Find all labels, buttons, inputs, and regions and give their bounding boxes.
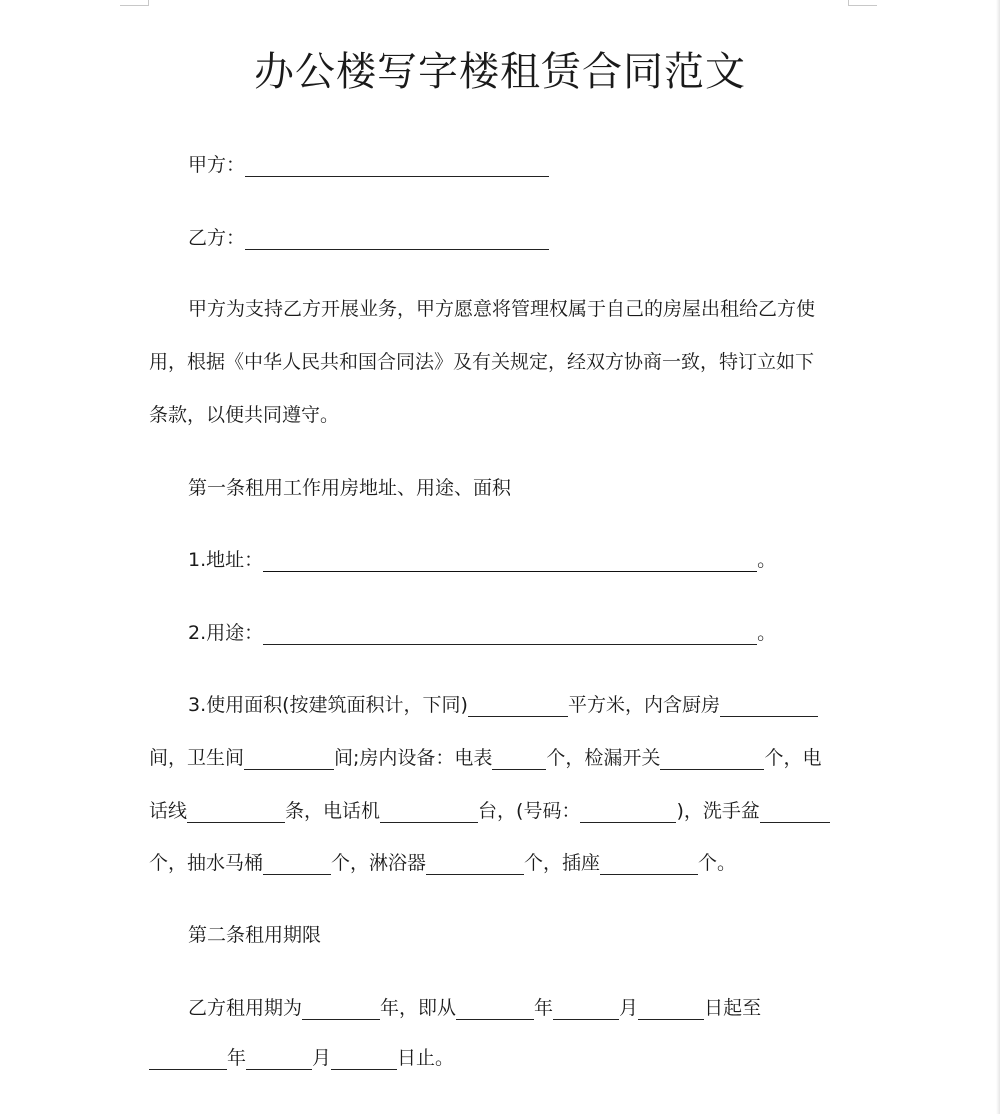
start-month-blank [553,1001,619,1020]
intro-line-1: 甲方为支持乙方开展业务，甲方愿意将管理权属于自己的房屋出租给乙方使 [188,298,816,320]
toilet-text: 个，抽水马桶 [149,852,264,874]
basin-blank [760,804,830,823]
intro-line-2: 用，根据《中华人民共和国合同法》及有关规定，经双方协商一致，特订立如下 [149,351,815,373]
shower-blank [426,856,524,875]
use-label: 2.用途： [188,622,264,644]
meter-text: 间;房内设备：电表 [334,747,493,769]
page-corner-mark-left [120,0,149,6]
use-end: 。 [757,622,777,644]
term-years-blank [302,1001,380,1020]
address-blank [263,553,757,572]
phone-line-prefix: 个，电 [764,747,822,769]
address-label: 1.地址： [188,549,264,571]
area-line-4 [149,848,736,875]
page-edge-shadow [996,0,1000,1114]
party-b-blank [245,231,549,250]
address-end: 。 [757,549,777,571]
term-line-2 [149,1043,454,1070]
party-b-line [188,223,549,250]
telephone-blank [380,804,478,823]
use-blank [263,626,757,645]
area-kitchen-text: 平方米，内含厨房 [567,694,720,716]
end-year-unit: 年 [227,1047,247,1069]
start-day-unit: 日起至 [704,997,762,1019]
party-a-line [188,150,549,177]
address-line [188,545,776,572]
end-month-unit: 月 [312,1047,332,1069]
shower-text: 个，淋浴器 [331,852,427,874]
article-2-heading: 第二条租用期限 [188,924,322,946]
area-line-1 [188,690,818,717]
phone-line-blank [187,804,285,823]
leak-switch-text: 个，检漏开关 [546,747,661,769]
page-corner-mark-right [848,0,877,6]
end-year-blank [149,1051,227,1070]
end-day-unit: 日止。 [397,1047,455,1069]
leak-switch-blank [660,751,764,770]
term-text: 乙方租用期为 [188,997,303,1019]
intro-line-3: 条款，以便共同遵守。 [149,404,340,426]
area-line-3 [149,796,830,823]
basin-text: )，洗手盆 [676,800,760,822]
kitchen-blank [720,698,818,717]
phone-line-text: 话线 [149,800,188,822]
term-from-text: 年，即从 [380,997,457,1019]
article-1-heading: 第一条租用工作用房地址、用途、面积 [188,477,512,499]
start-year-blank [456,1001,534,1020]
socket-blank [600,856,698,875]
area-text: 3.使用面积(按建筑面积计，下同) [188,694,468,716]
party-a-label: 甲方： [188,154,246,176]
socket-text: 个，插座 [524,852,601,874]
meter-blank [492,751,546,770]
number-text: 台，(号码： [478,800,581,822]
document-title: 办公楼写字楼租赁合同范文 [254,49,746,95]
start-month-unit: 月 [619,997,639,1019]
toilet-blank [263,856,331,875]
start-day-blank [638,1001,704,1020]
wc-text: 间，卫生间 [149,747,245,769]
area-line-2 [149,743,821,770]
use-line [188,618,776,645]
number-blank [580,804,676,823]
area-blank [468,698,568,717]
term-line-1 [188,993,761,1020]
party-a-blank [245,158,549,177]
wc-blank [244,751,334,770]
socket-end: 个。 [698,852,737,874]
party-b-label: 乙方： [188,227,246,249]
telephone-text: 条，电话机 [285,800,381,822]
end-month-blank [246,1051,312,1070]
end-day-blank [331,1051,397,1070]
start-year-unit: 年 [534,997,554,1019]
